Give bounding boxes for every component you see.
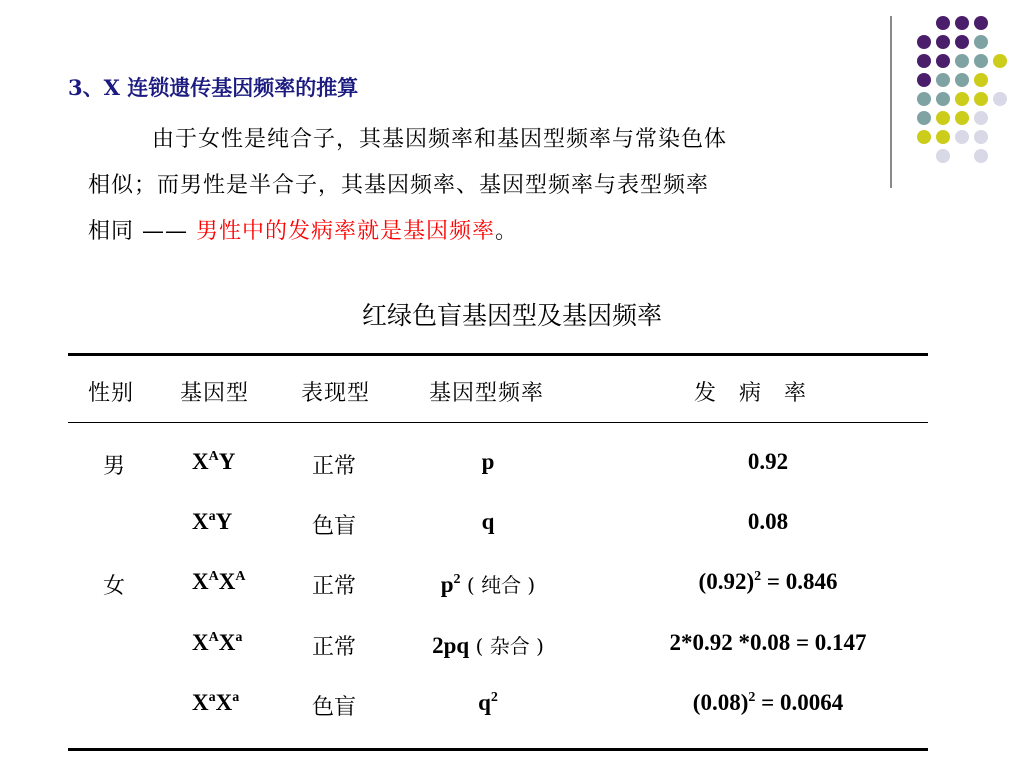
row-genotype-frequency: [482, 509, 495, 535]
rate-exponent: 2: [754, 569, 762, 584]
genotype-second: X: [218, 569, 236, 594]
row-genotype-frequency: [482, 449, 495, 475]
genotype-allele: A: [208, 630, 219, 645]
decorative-dot: [955, 54, 969, 68]
rate-result: = 0.0064: [755, 690, 844, 715]
genotype-x: X: [192, 449, 209, 474]
genotype-second: X: [218, 630, 236, 655]
row-genotype-frequency: [441, 569, 535, 598]
frequency-exponent: 2: [490, 690, 498, 705]
row-phenotype: 色盲: [312, 695, 357, 720]
row-incidence-rate: [699, 569, 838, 595]
decorative-dot: [974, 54, 988, 68]
row-incidence-rate: [693, 690, 843, 716]
decorative-dot: [936, 73, 950, 87]
genotype-allele: a: [208, 509, 216, 524]
frequency-note: ( 杂合 ): [469, 634, 544, 658]
decorative-dot: [936, 111, 950, 125]
table-bottom-rule: [68, 748, 928, 751]
genotype-x: X: [192, 630, 209, 655]
paragraph-line-1: 由于女性是纯合子，其基因频率和基因型频率与常染色体: [152, 127, 728, 152]
genotype-x: X: [192, 509, 209, 534]
rate-value: (0.08): [692, 690, 749, 715]
row-phenotype: 正常: [312, 454, 357, 479]
decorative-dot: [974, 130, 988, 144]
genotype-x: X: [192, 690, 209, 715]
decorative-dot: [936, 149, 950, 163]
frequency-base: 2pq: [432, 633, 470, 658]
row-genotype: [192, 449, 235, 475]
genotype-allele: A: [208, 569, 219, 584]
paragraph-line-3: [88, 209, 518, 255]
genotype-second: X: [215, 690, 233, 715]
row-phenotype: 正常: [312, 574, 357, 599]
decorative-dot: [993, 54, 1007, 68]
decorative-dot: [974, 111, 988, 125]
frequency-base: q: [478, 690, 491, 715]
decorative-dot: [917, 92, 931, 106]
row-sex: 男: [103, 454, 126, 479]
genotype-allele: a: [235, 630, 243, 645]
rate-value: (0.92): [698, 569, 755, 594]
genotype-allele: a: [232, 690, 240, 705]
col-header-incidence-rate: 发 病 率: [694, 381, 807, 406]
decorative-dot: [955, 16, 969, 30]
paragraph-line-3-prefix: 相同 ——: [88, 219, 196, 244]
genotype-allele: a: [208, 690, 216, 705]
row-genotype-frequency: [478, 690, 498, 716]
row-phenotype: 色盲: [312, 514, 357, 539]
decorative-dot: [917, 73, 931, 87]
row-genotype-frequency: [432, 630, 544, 659]
table-header-rule: [68, 422, 928, 423]
col-header-phenotype: 表现型: [301, 381, 371, 406]
section-heading: 3、X 连锁遗传基因频率的推算: [68, 75, 359, 100]
row-genotype: [192, 630, 242, 656]
decorative-dot: [936, 130, 950, 144]
frequency-base: p: [440, 572, 454, 597]
frequency-base: q: [481, 509, 495, 534]
frequency-base: p: [481, 449, 495, 474]
decorative-dot: [936, 54, 950, 68]
rate-value: 2*0.92 *0.08 = 0.147: [669, 630, 867, 655]
highlighted-conclusion: 男性中的发病率就是基因频率: [196, 219, 496, 244]
paragraph-line-2: 相似；而男性是半合子，其基因频率、基因型频率与表型频率: [88, 173, 710, 198]
col-header-genotype: 基因型: [180, 381, 250, 406]
row-incidence-rate: [669, 630, 866, 656]
decorative-dot: [993, 92, 1007, 106]
col-header-genotype-frequency: 基因型频率: [429, 381, 545, 406]
rate-value: 0.92: [747, 449, 789, 474]
decorative-dot: [936, 92, 950, 106]
decorative-dot: [936, 35, 950, 49]
table-caption: 红绿色盲基因型及基因频率: [361, 301, 662, 330]
decorative-dot: [917, 35, 931, 49]
genotype-x: X: [192, 569, 209, 594]
row-incidence-rate: [748, 509, 788, 535]
genotype-allele: A: [208, 449, 219, 464]
decorative-dot: [974, 16, 988, 30]
decorative-dot: [974, 35, 988, 49]
genotype-second: Y: [218, 449, 236, 474]
row-phenotype: 正常: [312, 635, 357, 660]
rate-value: 0.08: [747, 509, 789, 534]
decorative-dot: [955, 92, 969, 106]
decorative-dot: [936, 16, 950, 30]
decorative-dot: [955, 35, 969, 49]
row-genotype: [192, 509, 232, 535]
decorative-dot: [974, 73, 988, 87]
row-incidence-rate: [748, 449, 788, 475]
rate-result: = 0.846: [761, 569, 838, 594]
decorative-dot: [955, 73, 969, 87]
decorative-dot: [974, 149, 988, 163]
frequency-note: ( 纯合 ): [460, 573, 536, 597]
rate-exponent: 2: [748, 690, 756, 705]
genotype-second: Y: [215, 509, 233, 534]
col-header-sex: 性别: [88, 381, 135, 406]
row-genotype: [192, 690, 239, 716]
genotype-allele: A: [235, 569, 246, 584]
paragraph-line-3-suffix: 。: [495, 219, 519, 244]
table-top-rule: [68, 353, 928, 356]
decorative-divider-line: [890, 16, 892, 188]
decorative-dot: [955, 111, 969, 125]
decorative-dot: [974, 92, 988, 106]
decorative-dot: [917, 54, 931, 68]
row-sex: 女: [103, 574, 126, 599]
decorative-dot: [955, 130, 969, 144]
decorative-dot: [917, 111, 931, 125]
decorative-dot: [917, 130, 931, 144]
frequency-exponent: 2: [453, 572, 461, 587]
row-genotype: [192, 569, 246, 595]
